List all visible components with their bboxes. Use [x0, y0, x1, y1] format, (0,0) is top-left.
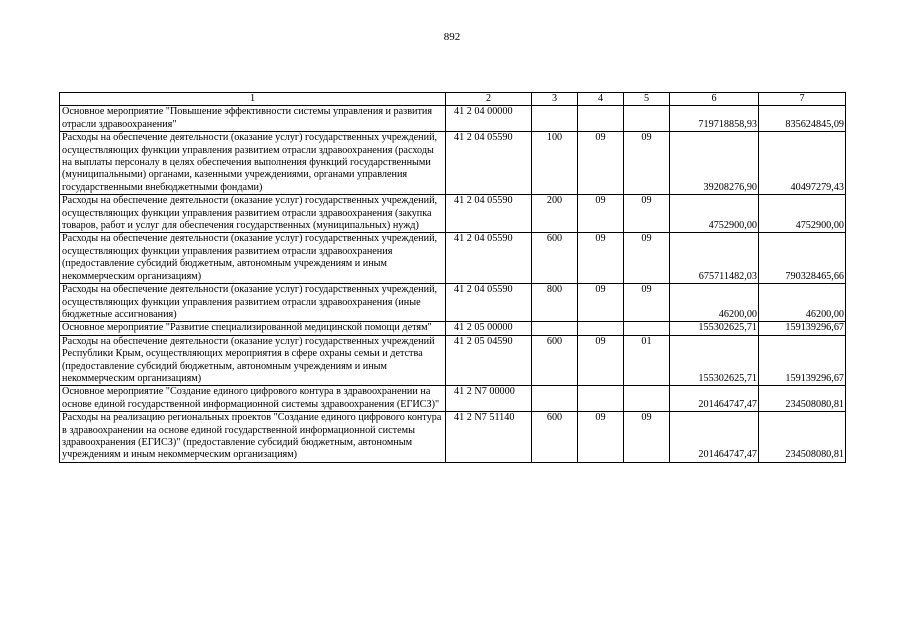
row-name-cell: Основное мероприятие "Создание единого цифрового контура в здравоохранении на основе единой государственной информационной системы здравоохранения (ЕГИСЗ)"	[60, 386, 446, 412]
row-amount-year1-cell: 201464747,47	[670, 412, 759, 463]
row-subsection-cell: 09	[624, 412, 670, 463]
row-expense-type-cell: 800	[532, 284, 578, 322]
row-amount-year1-cell: 39208276,90	[670, 132, 759, 195]
row-section-cell	[578, 322, 624, 335]
table-row	[60, 322, 846, 335]
row-code-cell: 41 2 04 05590	[446, 233, 532, 284]
column-header: 2	[446, 93, 532, 106]
row-code-cell: 41 2 04 05590	[446, 284, 532, 322]
row-subsection-cell: 09	[624, 132, 670, 195]
table-row	[60, 335, 846, 386]
row-amount-year1-cell: 4752900,00	[670, 195, 759, 233]
row-section-cell: 09	[578, 284, 624, 322]
row-amount-year1-cell: 719718858,93	[670, 106, 759, 132]
row-amount-year2-cell: 159139296,67	[759, 322, 846, 335]
row-amount-year2-cell: 46200,00	[759, 284, 846, 322]
row-code-cell: 41 2 04 05590	[446, 195, 532, 233]
row-subsection-cell: 09	[624, 233, 670, 284]
table-row	[60, 284, 846, 322]
row-subsection-cell	[624, 322, 670, 335]
table-row	[60, 386, 846, 412]
row-subsection-cell: 01	[624, 335, 670, 386]
row-name-cell: Расходы на обеспечение деятельности (оказание услуг) государственных учреждений Республики Крым, осуществляющих мероприятия в сфере охраны семьи и детства (предоставление субсидий бюджетным, автономным учреждениям и иным некоммерческим организациям)	[60, 335, 446, 386]
row-expense-type-cell	[532, 322, 578, 335]
row-code-cell: 41 2 04 05590	[446, 132, 532, 195]
row-name-cell: Расходы на реализацию региональных проектов "Создание единого цифрового контура в здравоохранении на основе единой государственной информационной системы здравоохранения (ЕГИСЗ)" (предоставление субсидий бюджетным, автономным учреждениям и иным некоммерческим организациям)	[60, 412, 446, 463]
row-amount-year2-cell: 835624845,09	[759, 106, 846, 132]
row-code-cell: 41 2 05 04590	[446, 335, 532, 386]
row-section-cell: 09	[578, 335, 624, 386]
row-amount-year1-cell: 675711482,03	[670, 233, 759, 284]
row-subsection-cell	[624, 106, 670, 132]
row-name-cell: Расходы на обеспечение деятельности (оказание услуг) государственных учреждений, осуществляющих функции управления развитием отрасли здравоохранения (предоставление субсидий бюджетным, автономным учреждениям и иным некоммерческим организациям)	[60, 233, 446, 284]
row-section-cell: 09	[578, 233, 624, 284]
row-code-cell: 41 2 05 00000	[446, 322, 532, 335]
row-code-cell: 41 2 N7 00000	[446, 386, 532, 412]
table-row	[60, 412, 846, 463]
row-amount-year1-cell: 46200,00	[670, 284, 759, 322]
column-header: 6	[670, 93, 759, 106]
column-header: 4	[578, 93, 624, 106]
row-code-cell: 41 2 04 00000	[446, 106, 532, 132]
row-expense-type-cell: 100	[532, 132, 578, 195]
table-row	[60, 195, 846, 233]
row-expense-type-cell: 600	[532, 233, 578, 284]
row-amount-year1-cell: 201464747,47	[670, 386, 759, 412]
table-row	[60, 132, 846, 195]
budget-table	[59, 92, 846, 463]
row-section-cell: 09	[578, 132, 624, 195]
row-expense-type-cell: 200	[532, 195, 578, 233]
row-expense-type-cell	[532, 386, 578, 412]
column-header: 5	[624, 93, 670, 106]
row-code-cell: 41 2 N7 51140	[446, 412, 532, 463]
row-amount-year2-cell: 790328465,66	[759, 233, 846, 284]
column-header: 1	[60, 93, 446, 106]
row-amount-year1-cell: 155302625,71	[670, 335, 759, 386]
row-name-cell: Основное мероприятие "Развитие специализированной медицинской помощи детям"	[60, 322, 446, 335]
row-expense-type-cell	[532, 106, 578, 132]
row-name-cell: Основное мероприятие "Повышение эффективности системы управления и развития отрасли здравоохранения"	[60, 106, 446, 132]
row-amount-year2-cell: 40497279,43	[759, 132, 846, 195]
row-section-cell	[578, 106, 624, 132]
row-amount-year2-cell: 234508080,81	[759, 412, 846, 463]
row-subsection-cell	[624, 386, 670, 412]
row-amount-year1-cell: 155302625,71	[670, 322, 759, 335]
row-section-cell: 09	[578, 195, 624, 233]
row-expense-type-cell: 600	[532, 335, 578, 386]
table-row	[60, 233, 846, 284]
row-section-cell	[578, 386, 624, 412]
row-amount-year2-cell: 234508080,81	[759, 386, 846, 412]
column-header: 7	[759, 93, 846, 106]
column-header: 3	[532, 93, 578, 106]
row-name-cell: Расходы на обеспечение деятельности (оказание услуг) государственных учреждений, осуществляющих функции управления развитием отрасли здравоохранения (иные бюджетные ассигнования)	[60, 284, 446, 322]
table-header-row	[60, 93, 846, 106]
page-number: 892	[443, 31, 461, 43]
row-name-cell: Расходы на обеспечение деятельности (оказание услуг) государственных учреждений, осуществляющих функции управления развитием отрасли здравоохранения (закупка товаров, работ и услуг для обеспечения государственных (муниципальных) нужд)	[60, 195, 446, 233]
row-section-cell: 09	[578, 412, 624, 463]
row-amount-year2-cell: 159139296,67	[759, 335, 846, 386]
row-name-cell: Расходы на обеспечение деятельности (оказание услуг) государственных учреждений, осуществляющих функции управления развитием отрасли здравоохранения (расходы на выплаты персоналу в целях обеспечения выполнения функций государственными (муниципальными) органами, казенными учреждениями, органами управления государственными внебюджетными фондами)	[60, 132, 446, 195]
row-subsection-cell: 09	[624, 195, 670, 233]
row-subsection-cell: 09	[624, 284, 670, 322]
table-row	[60, 106, 846, 132]
row-expense-type-cell: 600	[532, 412, 578, 463]
row-amount-year2-cell: 4752900,00	[759, 195, 846, 233]
